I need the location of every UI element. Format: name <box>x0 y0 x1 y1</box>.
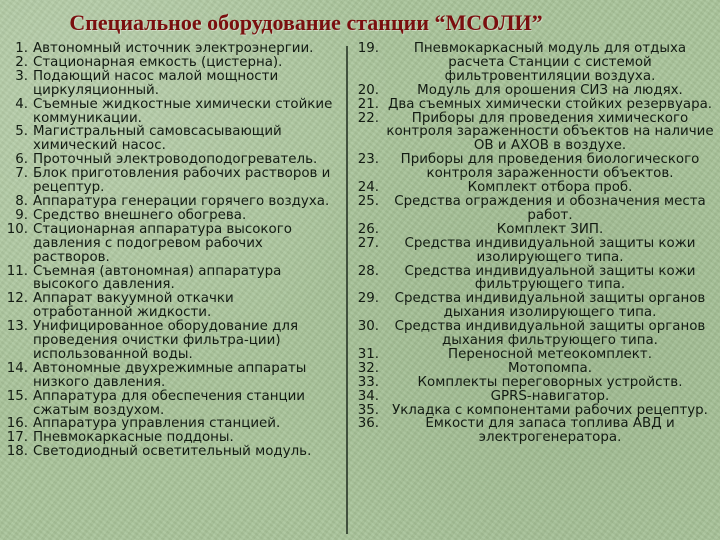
list-item <box>354 362 716 376</box>
list-item <box>6 292 334 320</box>
item-text: Средства индивидуальной защиты кожи фильтрующего типа. <box>404 263 696 293</box>
item-text: Светодиодный осветительный модуль. <box>33 444 312 460</box>
item-text: Укладка с компонентами рабочих рецептур. <box>392 402 708 418</box>
item-number: 16. <box>6 416 28 432</box>
item-number: 8. <box>15 193 28 209</box>
item-text: Автономные двухрежимные аппараты низкого давления. <box>33 360 307 390</box>
item-number: 34. <box>357 388 379 404</box>
list-item <box>354 223 716 237</box>
list-item <box>354 153 716 181</box>
column-divider <box>346 46 348 534</box>
item-text: Комплект отбора проб. <box>467 180 633 196</box>
item-text: GPRS-навигатор. <box>490 388 610 404</box>
item-text: Унифицированное оборудование для проведения очистки фильтра-ции) использованной воды. <box>33 319 299 362</box>
list-item <box>6 70 334 98</box>
list-item <box>354 84 716 98</box>
item-number: 10. <box>6 221 28 237</box>
item-text: Средство внешнего обогрева. <box>33 207 247 223</box>
list-item <box>354 417 716 445</box>
item-text: Средства ограждения и обозначения места работ. <box>394 193 706 223</box>
list-item <box>6 98 334 126</box>
list-item <box>6 223 334 265</box>
list-item <box>354 292 716 320</box>
item-text: Магистральный самовсасывающий химический насос. <box>33 124 282 154</box>
list-item <box>6 431 334 445</box>
item-number: 14. <box>6 360 28 376</box>
item-number: 4. <box>15 96 28 112</box>
list-item <box>354 112 716 154</box>
item-text: Средства индивидуальной защиты кожи изолирующего типа. <box>404 235 696 265</box>
item-number: 31. <box>357 346 379 362</box>
list-item <box>6 195 334 209</box>
slide-title: Специальное оборудование станции “МСОЛИ” <box>69 10 543 35</box>
item-text: Пневмокаркасный модуль для отдыха расчета Станции с системой фильтровентиляции воздуха. <box>413 41 687 84</box>
item-number: 1. <box>15 41 28 56</box>
equipment-list-right <box>354 42 716 445</box>
list-item <box>6 265 334 293</box>
list-item <box>354 237 716 265</box>
item-text: Съемная (автономная) аппаратура высокого давления. <box>33 263 282 293</box>
item-text: Пневмокаркасные поддоны. <box>33 430 234 446</box>
item-number: 11. <box>6 263 28 279</box>
list-item <box>6 125 334 153</box>
item-number: 30. <box>357 319 379 335</box>
list-item <box>354 181 716 195</box>
item-text: Аппаратура для обеспечения станции сжатым воздухом. <box>33 388 306 418</box>
item-number: 28. <box>357 263 379 279</box>
list-item <box>6 445 334 459</box>
list-item <box>354 98 716 112</box>
list-item <box>6 167 334 195</box>
item-number: 17. <box>6 430 28 446</box>
equipment-list-left <box>6 42 334 459</box>
item-text: Приборы для проведения биологического контроля зараженности объектов. <box>400 152 700 182</box>
item-text: Аппаратура управления станцией. <box>33 416 281 432</box>
list-item <box>354 265 716 293</box>
item-number: 12. <box>6 291 28 307</box>
list-item <box>354 195 716 223</box>
list-item <box>6 390 334 418</box>
item-text: Емкости для запаса топлива АВД и электрогенератора. <box>425 416 675 446</box>
item-text: Комплект ЗИП. <box>496 221 604 237</box>
item-number: 18. <box>6 444 28 460</box>
item-text: Блок приготовления рабочих растворов и рецептур. <box>33 166 331 196</box>
item-number: 22. <box>357 110 379 126</box>
item-number: 26. <box>357 221 379 237</box>
item-number: 24. <box>357 180 379 196</box>
item-text: Съемные жидкостные химически стойкие коммуникации. <box>33 96 333 126</box>
item-number: 6. <box>15 152 28 168</box>
item-number: 2. <box>15 54 28 70</box>
item-number: 7. <box>15 166 28 182</box>
list-item <box>354 404 716 418</box>
item-text: Стационарная емкость (цистерна). <box>33 54 283 70</box>
item-number: 9. <box>15 207 28 223</box>
item-number: 33. <box>357 374 379 390</box>
item-number: 19. <box>357 41 379 56</box>
list-item <box>354 320 716 348</box>
item-text: Средства индивидуальной защиты органов дыхания фильтрующего типа. <box>394 319 706 349</box>
list-item <box>6 42 334 56</box>
item-number: 20. <box>357 82 379 98</box>
item-number: 27. <box>357 235 379 251</box>
list-item <box>354 376 716 390</box>
list-item <box>354 390 716 404</box>
list-item <box>354 348 716 362</box>
item-text: Стационарная аппаратура высокого давления с подогревом рабочих растворов. <box>33 221 292 265</box>
item-text: Два съемных химически стойких резервуара. <box>387 96 713 112</box>
item-text: Автономный источник электроэнергии. <box>33 41 314 56</box>
list-item <box>6 320 334 362</box>
item-text: Приборы для проведения химического контроля зараженности объектов на наличие ОВ и АХОВ в воздухе. <box>386 110 714 154</box>
item-number: 5. <box>15 124 28 140</box>
list-item <box>354 42 716 84</box>
item-number: 36. <box>357 416 379 432</box>
item-number: 13. <box>6 319 28 335</box>
item-number: 15. <box>6 388 28 404</box>
item-number: 29. <box>357 291 379 307</box>
item-number: 32. <box>357 360 379 376</box>
list-item <box>6 56 334 70</box>
item-text: Аппаратура генерации горячего воздуха. <box>33 193 330 209</box>
item-text: Комплекты переговорных устройств. <box>417 374 683 390</box>
list-item <box>6 209 334 223</box>
item-text: Модуль для орошения СИЗ на людях. <box>417 82 683 98</box>
item-text: Мотопомпа. <box>507 360 592 376</box>
item-number: 3. <box>15 68 28 84</box>
item-number: 35. <box>357 402 379 418</box>
item-number: 25. <box>357 193 379 209</box>
list-item <box>6 362 334 390</box>
item-number: 23. <box>357 152 379 168</box>
item-text: Проточный электроводоподогреватель. <box>33 152 318 168</box>
item-text: Подающий насос малой мощности циркуляционный. <box>33 68 279 98</box>
item-text: Аппарат вакуумной откачки отработанной жидкости. <box>33 291 234 321</box>
list-item <box>6 417 334 431</box>
item-text: Переносной метеокомплект. <box>448 346 652 362</box>
item-text: Средства индивидуальной защиты органов дыхания изолирующего типа. <box>394 291 706 321</box>
item-number: 21. <box>357 96 379 112</box>
